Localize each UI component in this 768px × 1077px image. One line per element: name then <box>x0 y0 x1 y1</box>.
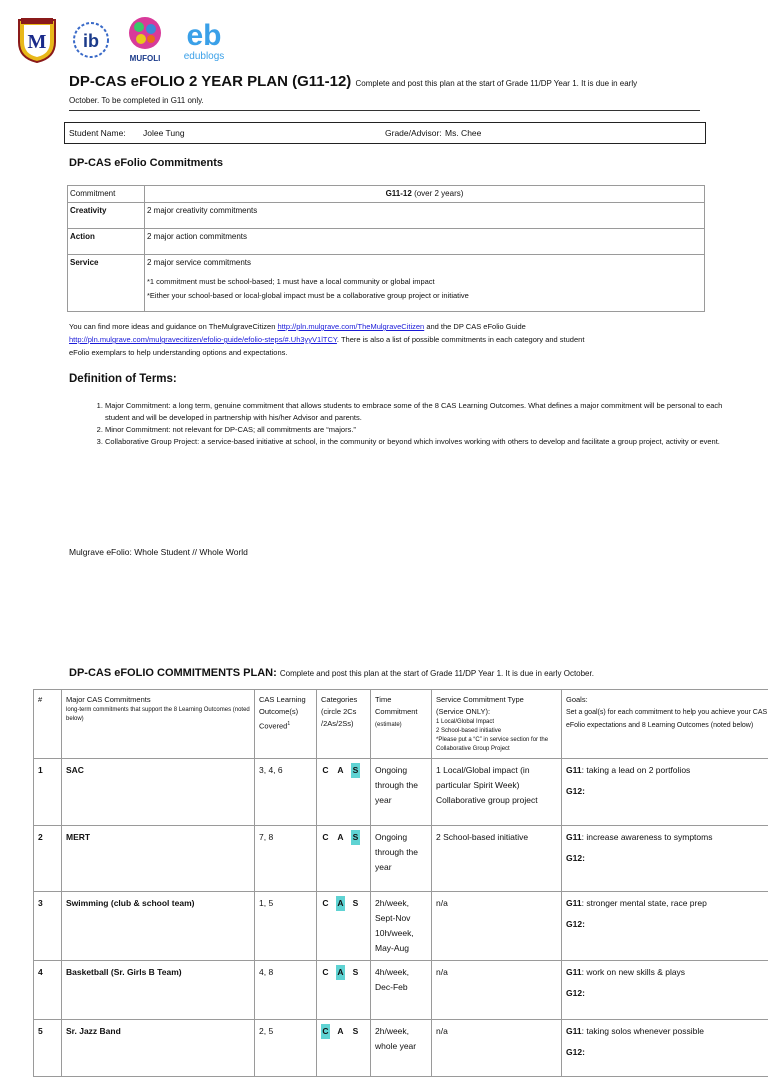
plan-table <box>33 689 768 1077</box>
student-name: Jolee Tung <box>143 128 185 138</box>
title-divider <box>69 110 700 111</box>
plan-rows <box>34 759 768 1077</box>
mulgrave-citizen-link[interactable]: http://pln.mulgrave.com/TheMulgraveCitizen <box>277 322 424 331</box>
mufoli-logo <box>123 16 167 64</box>
page-subtitle-line2: October. To be completed in G11 only. <box>69 96 204 105</box>
row-goals: G11: taking solos whenever possible G12: <box>562 1020 768 1077</box>
row-time: 4h/week, Dec-Feb <box>371 961 432 1020</box>
terms-heading: Definition of Terms: <box>69 373 177 385</box>
row-outcomes: 2, 5 <box>255 1020 317 1077</box>
row-service: 2 School-based initiative <box>432 826 562 892</box>
page-title-text: DP-CAS eFOLIO 2 YEAR PLAN (G11-12) <box>69 73 351 90</box>
commit-g11-header: G11-12 (over 2 years) <box>145 186 705 203</box>
row-categories <box>317 759 371 826</box>
row-time: Ongoing through the year <box>371 826 432 892</box>
mufoli-logo-text: MUFOLI <box>130 54 161 63</box>
cas-letter-a: A <box>336 763 345 778</box>
row-num: 4 <box>34 961 62 1020</box>
footer-tagline: Mulgrave eFolio: Whole Student // Whole World <box>69 547 248 557</box>
edublogs-logo-text: edublogs <box>184 51 225 62</box>
row-service: n/a <box>432 892 562 961</box>
cas-letter-a: A <box>336 896 345 911</box>
table-row <box>68 203 705 229</box>
cas-letter-s: S <box>351 763 360 778</box>
cas-letter-c: C <box>321 830 330 845</box>
row-goals: G11: stronger mental state, race prep G12: <box>562 892 768 961</box>
advisor-name: Ms. Chee <box>445 128 481 138</box>
table-row <box>34 826 768 892</box>
table-row <box>68 229 705 255</box>
commit-row-name: Action <box>68 229 145 255</box>
cas-letter-c: C <box>321 763 330 778</box>
table-row <box>34 892 768 961</box>
terms-list <box>85 400 725 448</box>
table-row <box>34 961 768 1020</box>
svg-text:M: M <box>28 31 47 53</box>
cas-letter-s: S <box>351 830 360 845</box>
commit-col-header: Commitment <box>68 186 145 203</box>
commit-row-name: Creativity <box>68 203 145 229</box>
row-categories <box>317 892 371 961</box>
cas-letter-a: A <box>336 965 345 980</box>
service-note-1: *1 commitment must be school-based; 1 must have a local community or global impact <box>147 277 702 286</box>
header-goals: Goals: Set a goal(s) for each commitment to help you achieve your CAS eFolio expectations and 8 Learning Outcomes (noted below) <box>562 690 768 759</box>
row-num: 3 <box>34 892 62 961</box>
row-time: 2h/week, whole year <box>371 1020 432 1077</box>
row-goals: G11: work on new skills & plays G12: <box>562 961 768 1020</box>
row-categories <box>317 1020 371 1077</box>
commitments-heading: DP-CAS eFolio Commitments <box>69 157 223 169</box>
commitments-table <box>67 185 705 312</box>
logo-row <box>15 12 231 67</box>
row-outcomes: 3, 4, 6 <box>255 759 317 826</box>
ib-logo <box>69 16 113 64</box>
table-header-row <box>34 690 768 759</box>
row-categories <box>317 826 371 892</box>
table-row <box>34 759 768 826</box>
plan-title: DP-CAS eFOLIO COMMITMENTS PLAN: Complete and post this plan at the start of Grade 11/DP Year 1. It is due in early October. <box>69 667 594 679</box>
edublogs-logo <box>177 16 231 64</box>
row-service: 1 Local/Global impact (in particular Spirit Week) Collaborative group project <box>432 759 562 826</box>
row-num: 2 <box>34 826 62 892</box>
commit-row-text: 2 major creativity commitments <box>145 203 705 229</box>
table-row <box>68 255 705 312</box>
guidance-paragraph: You can find more ideas and guidance on TheMulgraveCitizen http://pln.mulgrave.com/TheMulgraveCitizen and the DP CAS eFolio Guide http://pln.mulgrave.com/mulgravecitizen/efolio-guide/efolio-steps/#.Uh3yyV1lTCY. There is also a list of possible commitments in each category and student eFolio exemplars to help understanding options and expectations. <box>69 320 709 359</box>
row-commitment: MERT <box>62 826 255 892</box>
commit-row-service: 2 major service commitments *1 commitment must be school-based; 1 must have a local community or global impact *Either your school-based or local-global impact must be a collaborative group project or initiative <box>145 255 705 312</box>
row-time: Ongoing through the year <box>371 759 432 826</box>
table-row <box>34 1020 768 1077</box>
svg-text:eb: eb <box>186 19 221 52</box>
row-num: 1 <box>34 759 62 826</box>
cas-letter-s: S <box>351 896 360 911</box>
cas-letter-s: S <box>351 1024 360 1039</box>
row-service: n/a <box>432 961 562 1020</box>
efolio-guide-link[interactable]: http://pln.mulgrave.com/mulgravecitizen/efolio-guide/efolio-steps/#.Uh3yyV1lTCY <box>69 335 337 344</box>
header-outcomes: CAS Learning Outcome(s) Covered$^1$ <box>255 690 317 759</box>
cas-letter-a: A <box>336 830 345 845</box>
school-crest-logo <box>15 16 59 64</box>
row-categories <box>317 961 371 1020</box>
header-num: # <box>34 690 62 759</box>
row-outcomes: 7, 8 <box>255 826 317 892</box>
student-info-box <box>64 122 706 144</box>
row-commitment: Basketball (Sr. Girls B Team) <box>62 961 255 1020</box>
commit-row-text: 2 major action commitments <box>145 229 705 255</box>
header-major: Major CAS Commitments long-term commitments that support the 8 Learning Outcomes (noted below) <box>62 690 255 759</box>
list-item: 1. Major Commitment: a long term, genuine commitment that allows students to embrace some of the 8 CAS Learning Outcomes. What defines a major commitment will be personal to each student and will be developed in partnership with his/her Advisor and parents. <box>105 400 725 424</box>
row-service: n/a <box>432 1020 562 1077</box>
cas-letter-a: A <box>336 1024 345 1039</box>
page-title <box>69 73 637 90</box>
row-outcomes: 1, 5 <box>255 892 317 961</box>
header-time: Time Commitment (estimate) <box>371 690 432 759</box>
row-commitment: Sr. Jazz Band <box>62 1020 255 1077</box>
row-commitment: Swimming (club & school team) <box>62 892 255 961</box>
table-row <box>68 186 705 203</box>
advisor-label: Grade/Advisor: <box>385 128 442 138</box>
list-item: 3. Collaborative Group Project: a service-based initiative at school, in the community or beyond which involves working with others to develop and facilitate a group project, activity or event. <box>105 436 725 448</box>
header-service: Service Commitment Type (Service ONLY): 1 Local/Global Impact 2 School-based initiative *Please put a “C” in service section for the Collaborative Group Project <box>432 690 562 759</box>
list-item: 2. Minor Commitment: not relevant for DP-CAS; all commitments are “majors.” <box>105 424 725 436</box>
row-goals: G11: increase awareness to symptoms G12: <box>562 826 768 892</box>
svg-text:ib: ib <box>83 31 99 51</box>
row-time: 2h/week, Sept-Nov 10h/week, May-Aug <box>371 892 432 961</box>
row-num: 5 <box>34 1020 62 1077</box>
row-goals: G11: taking a lead on 2 portfolios G12: <box>562 759 768 826</box>
student-name-label: Student Name: <box>69 128 126 138</box>
service-note-2: *Either your school-based or local-global impact must be a collaborative group project or initiative <box>147 291 702 300</box>
header-categories: Categories (circle 2Cs /2As/2Ss) <box>317 690 371 759</box>
cas-letter-c: C <box>321 1024 330 1039</box>
page-subtitle: Complete and post this plan at the start of Grade 11/DP Year 1. It is due in early <box>355 79 637 88</box>
row-outcomes: 4, 8 <box>255 961 317 1020</box>
cas-letter-s: S <box>351 965 360 980</box>
cas-letter-c: C <box>321 965 330 980</box>
commit-row-name: Service <box>68 255 145 312</box>
cas-letter-c: C <box>321 896 330 911</box>
row-commitment: SAC <box>62 759 255 826</box>
